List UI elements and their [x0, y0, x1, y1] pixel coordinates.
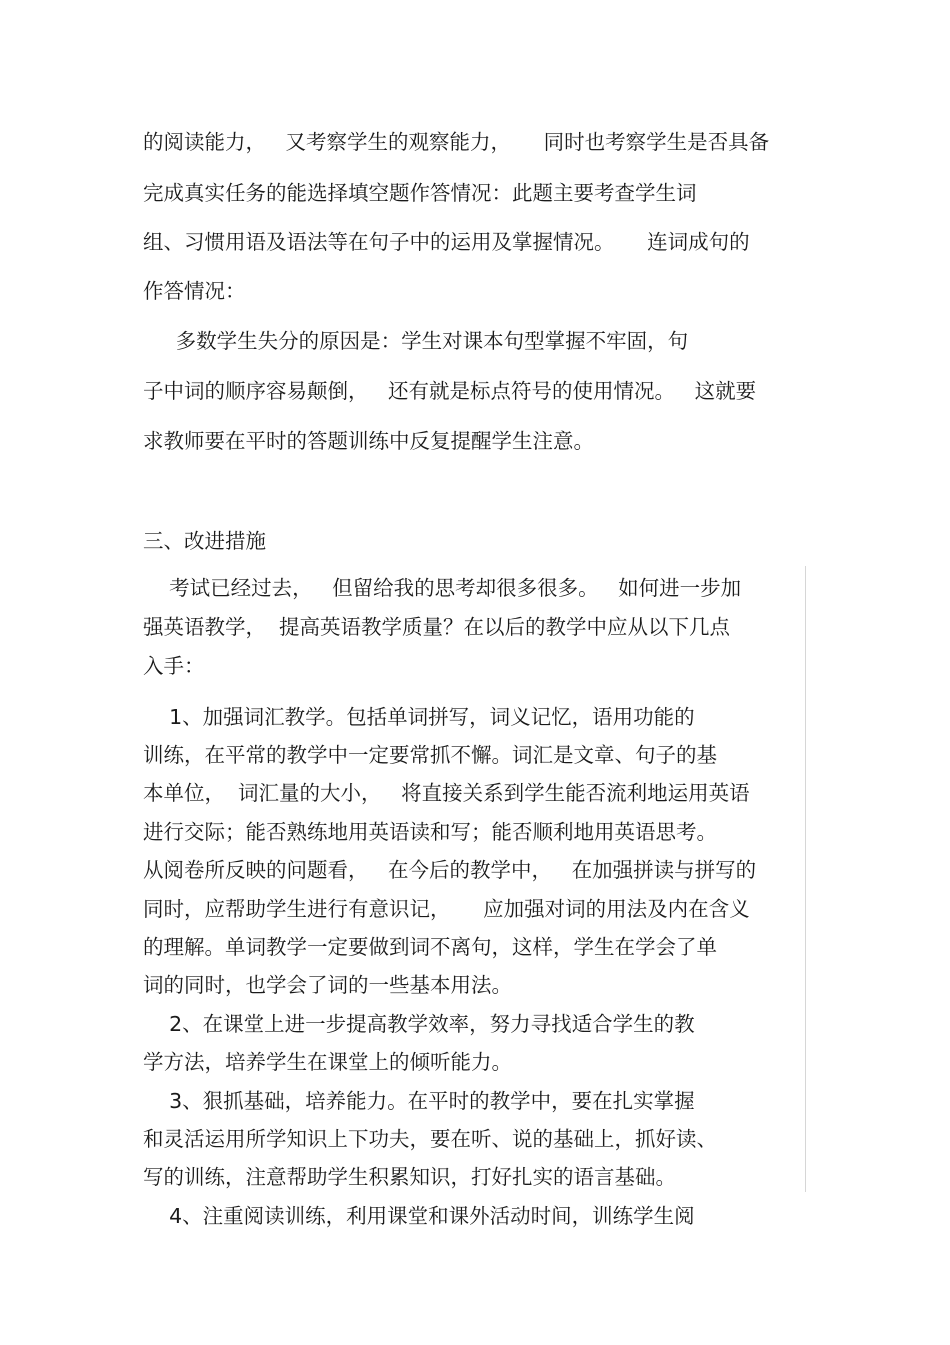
text-line: 1、加强词汇教学。包括单词拼写，词义记忆，语用功能的: [143, 705, 695, 729]
text-line: 考试已经过去， 但留给我的思考却很多很多。 如何进一步加: [143, 576, 742, 600]
text-line: 本单位， 词汇量的大小， 将直接关系到学生能否流利地运用英语: [143, 781, 750, 805]
text-line: 和灵活运用所学知识上下功夫，要在听、说的基础上，抓好读、: [143, 1127, 717, 1151]
section-heading: 三、改进措施: [143, 529, 266, 553]
text-line: 3、狠抓基础，培养能力。在平时的教学中，要在扎实掌握: [143, 1089, 695, 1113]
text-line: 的阅读能力， 又考察学生的观察能力， 同时也考察学生是否具备: [143, 130, 770, 154]
text-line: 进行交际；能否熟练地用英语读和写；能否顺利地用英语思考。: [143, 820, 717, 844]
text-line: 同时，应帮助学生进行有意识记， 应加强对词的用法及内在含义: [143, 897, 750, 921]
text-line: 的理解。单词教学一定要做到词不离句，这样，学生在学会了单: [143, 935, 717, 959]
text-line: 词的同时，也学会了词的一些基本用法。: [143, 973, 512, 997]
text-line: 完成真实任务的能选择填空题作答情况：此题主要考查学生词: [143, 181, 697, 205]
text-line: 子中词的顺序容易颠倒， 还有就是标点符号的使用情况。 这就要: [143, 379, 757, 403]
text-line: 多数学生失分的原因是：学生对课本句型掌握不牢固，句: [143, 329, 689, 353]
text-line: 作答情况：: [143, 279, 246, 303]
text-line: 组、习惯用语及语法等在句子中的运用及掌握情况。 连词成句的: [143, 230, 750, 254]
text-line: 从阅卷所反映的问题看， 在今后的教学中， 在加强拼读与拼写的: [143, 858, 757, 882]
text-line: 4、注重阅读训练，利用课堂和课外活动时间，训练学生阅: [143, 1204, 695, 1228]
text-line: 写的训练，注意帮助学生积累知识，打好扎实的语言基础。: [143, 1165, 676, 1189]
text-line: 入手：: [143, 654, 205, 678]
text-line: 训练，在平常的教学中一定要常抓不懈。词汇是文章、句子的基: [143, 743, 717, 767]
text-line: 2、在课堂上进一步提高教学效率，努力寻找适合学生的教: [143, 1012, 695, 1036]
text-line: 强英语教学， 提高英语教学质量？在以后的教学中应从以下几点: [143, 615, 731, 639]
margin-rule: [805, 566, 806, 1192]
text-line: 求教师要在平时的答题训练中反复提醒学生注意。: [143, 429, 594, 453]
text-line: 学方法，培养学生在课堂上的倾听能力。: [143, 1050, 512, 1074]
